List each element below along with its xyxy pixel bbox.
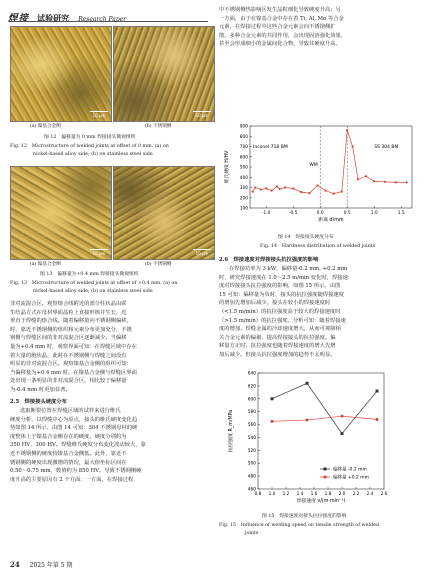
hardness-point [316, 184, 318, 186]
fig14-hardness-chart [222, 120, 422, 232]
text-line: （>1.5 m/min）的抗拉强度。分析可知：随着焊接速 [219, 317, 346, 324]
hardness-point [260, 188, 262, 190]
zone-label-ss304: SS 304 BM [374, 145, 399, 150]
section-name: 试验研究 [37, 13, 70, 23]
hardness-point [252, 191, 254, 193]
hardness-point [365, 175, 367, 177]
text-line: 处出现一条明显的非对流混合区，相比较于偏移量 [10, 378, 127, 385]
section-2-5-title: 2.5 焊接接头硬度分布 [10, 399, 67, 405]
y-tick-label: 200 [239, 196, 248, 202]
hardness-point [352, 145, 354, 147]
fig15-caption-en-1: Fig. 15 Influence of welding speed on tensile strength of welded [219, 523, 380, 528]
right-paragraph [219, 6, 419, 49]
hardness-point [308, 192, 310, 194]
section-2-5-body [10, 407, 213, 484]
y-tick-label: 620 [247, 384, 256, 390]
tensile-point-neg [376, 390, 379, 393]
text-line: 明显的非对流混合区。观察镍基合金侧的组织可知： [10, 361, 132, 368]
tensile-point-neg [341, 432, 344, 435]
fig12-label-a: (a) 镍基合金侧 [30, 124, 61, 129]
text-line: 一方面，由于在镍基合金中存在着 Ti, Al, Mo 等合金 [219, 15, 344, 22]
fig12-caption-cn: 图 12 偏移量为 0 mm 焊接接头微观组织 [44, 135, 136, 140]
scale-bar: 10 μm [193, 249, 211, 256]
x-axis-label: 焊接速度 v/(m·min⁻¹) [296, 499, 346, 504]
fig12-caption-en-2: nickel-based alloy side; (b) on stainless steel side [33, 152, 153, 157]
hardness-point [395, 181, 397, 183]
section-name-en: Research Paper [78, 16, 127, 23]
text-line: 硬度分析，以焊缝中心为原点，接头的维氏硬度变化趋 [10, 416, 138, 423]
text-line: 度对焊接接头抗拉强度的影响，如图 15 所示。由图 [219, 283, 341, 290]
fig12-micrograph-b [113, 26, 215, 122]
x-tick-label: 1.6 [310, 492, 318, 497]
y-tick-label: 300 [239, 186, 248, 191]
y-tick-label: 520 [247, 448, 256, 454]
tensile-point-pos [376, 418, 379, 421]
x-tick-label: 0.5 [343, 211, 351, 216]
text-line: （<1.5 m/min）的抗拉强度高于较大的焊接速度时 [219, 308, 341, 315]
x-tick-label: 1.0 [268, 492, 276, 497]
fig13-caption-en-2: nickel-based alloy side; (b) on stainless steel side [33, 289, 153, 294]
text-line: 度升高的主要原因有 2 个方面：一方面，在焊接过程 [10, 476, 134, 483]
hardness-series-line [253, 130, 407, 194]
y-tick-label: 700 [239, 145, 248, 150]
text-line: 锈钢侧的硬度出现激增的情况，最大值坐标区间在 [10, 459, 127, 466]
journal-logo: 焊接 [8, 13, 30, 24]
fig13-label-b: (b) 不锈钢侧 [145, 262, 172, 267]
text-line: 元素，在焊接过程中这些合金元素会向不锈钢侧扩 [219, 24, 336, 31]
x-tick-label: 2.0 [338, 492, 346, 497]
y-tick-label: 600 [247, 397, 256, 403]
tensile-point-neg [306, 382, 309, 385]
tensile-series-line-0 [272, 383, 377, 433]
hardness-point [325, 189, 327, 191]
text-line: 生结晶方式在母材界面晶粒上直接形核并生长，近 [10, 309, 127, 316]
y-tick-label: 500 [247, 461, 256, 467]
text-line: 时，靠近不锈钢侧的组织和元素分布更加充分，不锈 [10, 326, 132, 333]
text-line: 移量方正时，抗拉强度也随着焊接速度的增大先增 [219, 343, 336, 350]
hardness-point [279, 188, 281, 190]
fig13-caption-cn: 图 13 偏移量为+0.4 mm 焊接接头微观组织 [40, 272, 139, 277]
page-header [8, 6, 208, 24]
footer [10, 560, 420, 569]
text-line: 关合金元素的偏聚，提高焊接接头的抗拉强度。偏 [219, 334, 336, 341]
text-line: 当偏移量为+0.4 mm 时，在镍基合金侧与焊缝区界面 [10, 369, 137, 376]
x-tick-label: -1.0 [262, 211, 271, 216]
header-rule [8, 21, 208, 22]
y-tick-label: 500 [239, 165, 248, 171]
x-tick-label: 0.0 [316, 211, 324, 216]
y-tick-label: 580 [247, 410, 256, 416]
fig14-caption-en: Fig. 14 Hardness distribution of welded joints [260, 244, 376, 249]
legend-label: 偏移量 +0.2 mm [333, 475, 370, 481]
x-tick-label: 0.8 [254, 492, 262, 497]
text-line: 甚至会形成细小的金属间化合物，导致其硬度升高。 [219, 41, 341, 48]
fig15-caption-cn: 图 15 焊接速度对接头抗拉强度的影响 [262, 514, 347, 519]
text-line: 350 HV、300 HV。焊缝维氏硬度分布变化波动较大，靠 [10, 442, 146, 449]
hardness-point [300, 191, 302, 193]
tensile-point-pos [306, 419, 309, 422]
text-line: 15 可知：偏移量为负时，接头的抗拉强度随焊接速度 [219, 291, 344, 298]
y-tick-label: 100 [239, 206, 248, 212]
section-2-6-body [219, 265, 419, 360]
y-tick-label: 900 [239, 124, 248, 130]
text-line: 在焊接功率为 3 kW，偏移量-0.2 mm, +0.2 mm [229, 266, 348, 272]
x-tick-label: 1.5 [397, 211, 405, 216]
page-number: 24 [10, 560, 20, 569]
x-tick-label: 1.4 [296, 492, 304, 497]
text-line: 为-0.4 mm 时更加显著。 [10, 386, 71, 393]
y-tick-label: 800 [239, 134, 248, 140]
hardness-point [254, 186, 256, 188]
text-line: 着大量的胞状晶，此时在不锈钢侧与焊缝之间没有 [10, 352, 127, 359]
text-line: 垂直于焊缝的熔合线。随着偏移量向不锈钢侧偏移， [10, 318, 132, 325]
text-line: 量为+0.4 mm 时，观察界面可知：在焊缝区域中存在 [10, 343, 137, 350]
y-axis-label: 维氏硬度 H/HV [225, 150, 230, 184]
zone-label-wm: WM [309, 163, 318, 168]
fig14-caption-cn: 图 14 焊接接头硬度分布 [278, 235, 334, 240]
hardness-point [384, 181, 386, 183]
hardness-point [406, 181, 408, 183]
y-tick-label: 460 [247, 487, 256, 493]
fig12-micrograph-a [10, 26, 112, 122]
legend-marker [324, 468, 327, 471]
y-tick-label: 540 [247, 435, 256, 441]
hardness-point [271, 189, 273, 191]
y-tick-label: 480 [247, 474, 256, 480]
text-line: 度整体上于镍基合金侧存在的硬度，硬度分别约为 [10, 433, 127, 440]
text-line: 近不锈钢侧的硬度较镍基合金侧低。此外，靠近不 [10, 450, 127, 457]
scale-bar: 10 μm [193, 111, 211, 118]
text-line: 时，研究焊接速度在 1.0～2.5 m/min 变化时，焊接速 [219, 274, 348, 281]
hardness-point [373, 180, 375, 182]
tensile-point-pos [271, 420, 274, 423]
x-tick-label: 2.2 [352, 492, 360, 497]
y-tick-label: 400 [239, 175, 248, 181]
section-2-6-title: 2.6 焊接速度对焊接接头抗拉强度的影响 [219, 257, 319, 263]
x-tick-label: -0.5 [289, 211, 298, 216]
x-tick-label: 1.8 [324, 492, 332, 497]
legend-label: 偏移量 -0.2 mm [333, 467, 367, 473]
fig12-caption-en-1: Fig. 12 Microstructure of welded joints at offset of 0 mm. (a) on [10, 144, 169, 149]
text-line: 选取断裂位置在焊缝区域的试样来进行维氏 [20, 408, 121, 414]
scale-bar: 10 μm [90, 249, 108, 256]
fig13-label-a: (a) 镍基合金侧 [30, 262, 61, 267]
y-tick-label: 560 [247, 423, 256, 429]
fig12-label-b: (b) 不锈钢侧 [145, 124, 172, 129]
tensile-point-pos [341, 415, 344, 418]
x-tick-label: 2.4 [366, 492, 374, 497]
plot-frame [250, 126, 412, 208]
text-line: 钢侧与焊缝区间的非对流混合区逐渐减少。当偏移 [10, 335, 127, 342]
hardness-point [333, 193, 335, 195]
x-tick-label: 2.6 [380, 492, 388, 497]
fig15-caption-en-2: joints [245, 531, 259, 536]
text-line: 的增加先增加后减少。接头在较小的焊接速度时 [219, 300, 331, 307]
tensile-point-neg [271, 397, 274, 400]
legend-marker [324, 476, 327, 479]
text-line: 势如图 14 所示。由图 14 可知：304 不锈钢母材的硬 [10, 425, 138, 432]
issue-label: 2025 年第 5 期 [29, 562, 73, 569]
hardness-point [346, 129, 348, 131]
text-line: 散，多种合金元素的共同作用，会出现固溶强化效果， [219, 32, 347, 39]
fig13-caption-en-1: Fig. 13 Microstructure of welded joints at offset of +0.4 mm. (a) on [10, 281, 178, 286]
hardness-point [292, 187, 294, 189]
x-tick-label: 1.0 [370, 211, 378, 216]
x-tick-label: 1.2 [282, 492, 290, 497]
hardness-point [276, 185, 278, 187]
zone-label-inconel: Inconel 718 BM [253, 145, 288, 150]
x-axis-label: 距离 d/mm [318, 218, 344, 223]
hardness-point [284, 186, 286, 188]
text-line: 中不锈钢侧热影响区发生晶粒细化导致硬度升高；另 [219, 7, 341, 13]
hardness-point [265, 187, 267, 189]
scale-bar: 10 μm [90, 111, 108, 118]
text-line: 非对流混合区。观察熔合线附近的部分柱状晶由联 [10, 301, 127, 307]
tensile-series-line-1 [272, 416, 377, 421]
hardness-point [341, 191, 343, 193]
fig15-tensile-chart [222, 363, 422, 513]
left-paragraph [10, 300, 213, 395]
text-line: 度的增加，焊缝金属的冷却速度增大，从而可抑制相 [219, 326, 341, 333]
y-axis-label: 抗拉强度 R_m/MPa [229, 409, 234, 453]
fig13-micrograph-a [10, 166, 112, 260]
y-tick-label: 600 [239, 155, 248, 161]
hardness-point [357, 178, 359, 180]
y-tick-label: 640 [247, 371, 256, 377]
text-line: 0.50～0.75 mm，数值约为 850 HV。导致不锈钢侧硬 [10, 468, 142, 475]
fig13-micrograph-b [113, 166, 215, 260]
text-line: 加后减少。但接头抗拉强度增加的趋势不太明显。 [219, 351, 336, 358]
